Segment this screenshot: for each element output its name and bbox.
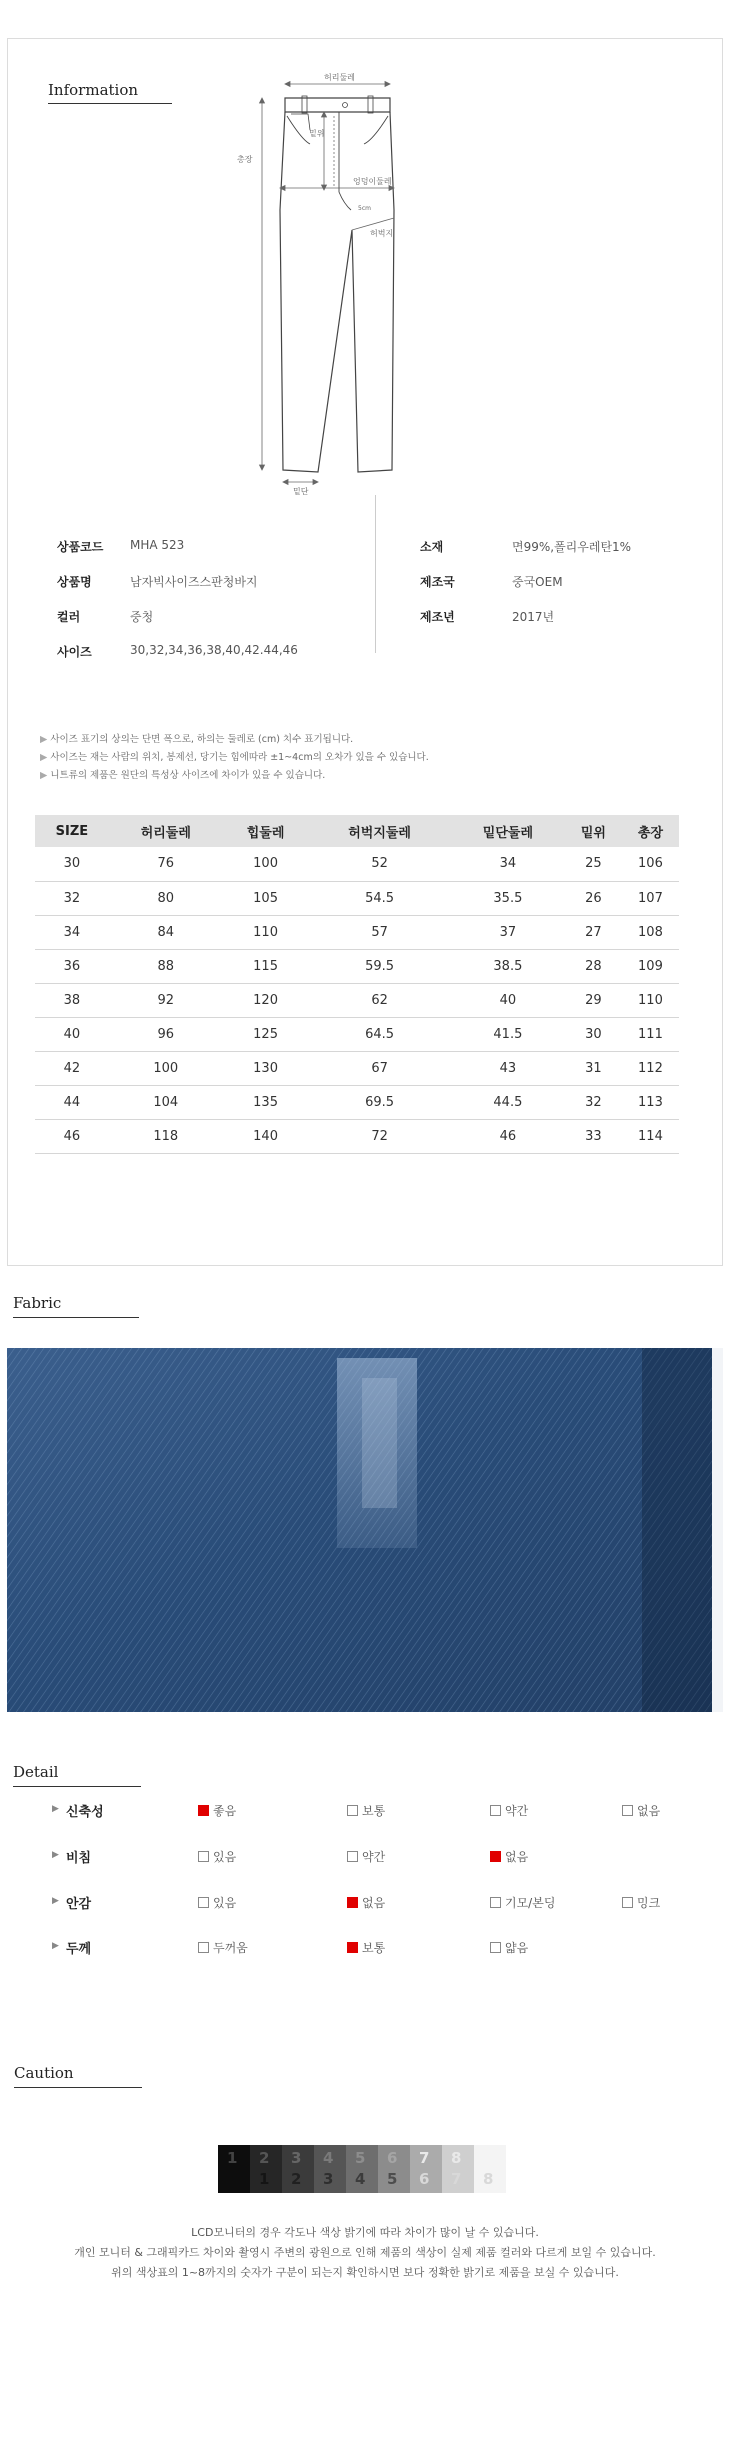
swatch-number-top: 4 <box>323 2149 334 2167</box>
note-bullet-icon: ▶ <box>40 752 48 763</box>
size-table-cell: 52 <box>308 847 451 881</box>
size-table-cell: 110 <box>223 915 309 949</box>
diagram-length-label: 총장 <box>237 155 253 164</box>
size-table-header-cell: 허리둘레 <box>109 815 223 847</box>
size-table-row <box>35 983 679 1017</box>
size-table-cell: 44 <box>35 1085 109 1119</box>
spec-value-size: 30,32,34,36,38,40,42.44,46 <box>130 643 298 657</box>
fabric-denim-image <box>7 1348 723 1712</box>
size-table-cell: 67 <box>308 1051 451 1085</box>
size-table-cell: 140 <box>223 1119 309 1153</box>
swatch-number-bottom: 4 <box>355 2170 366 2188</box>
swatch-number-top: 2 <box>259 2149 270 2167</box>
size-table-header-cell: 밑위 <box>565 815 622 847</box>
size-table-cell: 115 <box>223 949 309 983</box>
unchecked-box-icon <box>490 1805 501 1816</box>
size-table-cell: 38 <box>35 983 109 1017</box>
size-table-cell: 54.5 <box>308 881 451 915</box>
size-table-row <box>35 915 679 949</box>
caution-title: Caution <box>14 2064 74 2082</box>
size-table-cell: 80 <box>109 881 223 915</box>
diagram-rise-label: 밑위 <box>309 129 325 138</box>
detail-option <box>347 1939 385 1956</box>
size-table-cell: 118 <box>109 1119 223 1153</box>
size-table-cell: 35.5 <box>451 881 565 915</box>
detail-option <box>490 1939 528 1956</box>
brightness-swatch <box>346 2145 378 2193</box>
detail-row-label: 신축성 <box>66 1805 104 1820</box>
size-table-cell: 111 <box>622 1017 679 1051</box>
size-table-cell: 105 <box>223 881 309 915</box>
size-table-cell: 26 <box>565 881 622 915</box>
unchecked-box-icon <box>622 1897 633 1908</box>
caution-title-underline <box>14 2087 142 2088</box>
size-note: ▶ 사이즈 표기의 상의는 단면 폭으로, 하의는 둘레로 (cm) 치수 표기됩니다. <box>40 734 354 745</box>
unchecked-box-icon <box>622 1805 633 1816</box>
size-table-cell: 104 <box>109 1085 223 1119</box>
pants-size-diagram <box>237 70 500 496</box>
size-table-cell: 33 <box>565 1119 622 1153</box>
size-table-cell: 135 <box>223 1085 309 1119</box>
detail-option-text: 보통 <box>362 1804 386 1818</box>
size-table-row <box>35 847 679 881</box>
detail-row-label: 안감 <box>66 1897 92 1912</box>
brightness-swatch <box>218 2145 250 2193</box>
size-table-row <box>35 1085 679 1119</box>
size-table-row <box>35 1119 679 1153</box>
detail-row-label: 비침 <box>66 1851 92 1866</box>
size-table-cell: 30 <box>35 847 109 881</box>
checked-box-icon <box>198 1805 209 1816</box>
brightness-swatch <box>442 2145 474 2193</box>
fabric-title-underline <box>13 1317 139 1318</box>
detail-option <box>622 1894 660 1911</box>
detail-option-text: 있음 <box>213 1850 237 1864</box>
detail-option <box>347 1848 385 1865</box>
diagram-thigh-label: 허벅지 <box>370 229 394 238</box>
unchecked-box-icon <box>347 1805 358 1816</box>
size-table-cell: 32 <box>565 1085 622 1119</box>
size-note: ▶ 니트류의 제품은 원단의 특성상 사이즈에 차이가 있을 수 있습니다. <box>40 770 326 781</box>
detail-option <box>198 1939 248 1956</box>
detail-option <box>490 1894 555 1911</box>
size-table-cell: 25 <box>565 847 622 881</box>
size-table-cell: 120 <box>223 983 309 1017</box>
detail-option <box>198 1848 236 1865</box>
detail-option <box>198 1894 236 1911</box>
brightness-swatch-strip <box>218 2145 506 2193</box>
note-bullet-icon: ▶ <box>40 734 48 745</box>
checked-box-icon <box>347 1942 358 1953</box>
spec-label-country: 제조국 <box>420 575 455 589</box>
swatch-number-top: 3 <box>291 2149 302 2167</box>
size-table-cell: 46 <box>35 1119 109 1153</box>
size-table-cell: 64.5 <box>308 1017 451 1051</box>
brightness-swatch <box>282 2145 314 2193</box>
size-table-row <box>35 949 679 983</box>
size-table-cell: 84 <box>109 915 223 949</box>
detail-option <box>198 1802 236 1819</box>
detail-title-underline <box>13 1786 141 1787</box>
detail-option <box>347 1802 385 1819</box>
swatch-number-bottom: 3 <box>323 2170 334 2188</box>
size-table-cell: 72 <box>308 1119 451 1153</box>
detail-option-text: 보통 <box>362 1941 386 1955</box>
size-table-cell: 106 <box>622 847 679 881</box>
unchecked-box-icon <box>490 1897 501 1908</box>
caution-text-line: 개인 모니터 & 그래픽카드 차이와 촬영시 주변의 광원으로 인해 제품의 색상이 실제 제품 컬러와 다르게 보일 수 있습니다. <box>74 2246 656 2259</box>
detail-option <box>622 1802 660 1819</box>
size-table-header-cell: 허벅지둘레 <box>308 815 451 847</box>
detail-option <box>490 1848 528 1865</box>
size-table-cell: 108 <box>622 915 679 949</box>
size-table-cell: 40 <box>35 1017 109 1051</box>
diagram-hem-label: 밑단 <box>293 487 309 496</box>
spec-value-country: 중국OEM <box>512 575 563 589</box>
detail-option-text: 있음 <box>213 1896 237 1910</box>
size-table-cell: 41.5 <box>451 1017 565 1051</box>
unchecked-box-icon <box>347 1851 358 1862</box>
spec-value-year: 2017년 <box>512 610 555 624</box>
size-table-cell: 27 <box>565 915 622 949</box>
spec-value-material: 면99%,폴리우레탄1% <box>512 540 632 554</box>
size-table-row <box>35 1051 679 1085</box>
unchecked-box-icon <box>198 1897 209 1908</box>
swatch-number-top: 7 <box>419 2149 430 2167</box>
diagram-hip-label: 엉덩이둘레 <box>353 177 392 186</box>
size-table-cell: 34 <box>35 915 109 949</box>
brightness-swatch <box>378 2145 410 2193</box>
note-bullet-icon: ▶ <box>40 770 48 781</box>
caution-text-line: 위의 색상표의 1~8까지의 숫자가 구분이 되는지 확인하시면 보다 정확한 밝기로 제품을 보실 수 있습니다. <box>111 2266 619 2279</box>
size-note: ▶ 사이즈는 재는 사람의 위치, 봉제선, 당기는 힘에따라 ±1~4cm의 오차가 있을 수 있습니다. <box>40 752 429 763</box>
detail-option-text: 기모/본딩 <box>505 1896 556 1910</box>
swatch-number-top: 5 <box>355 2149 366 2167</box>
checked-box-icon <box>490 1851 501 1862</box>
size-table-header-cell: 밑단둘레 <box>451 815 565 847</box>
size-table-cell: 88 <box>109 949 223 983</box>
swatch-number-top: 1 <box>227 2149 238 2167</box>
size-table-cell: 62 <box>308 983 451 1017</box>
size-table-cell: 34 <box>451 847 565 881</box>
size-table-cell: 30 <box>565 1017 622 1051</box>
size-table-cell: 59.5 <box>308 949 451 983</box>
detail-option-text: 좋음 <box>213 1804 237 1818</box>
detail-option-text: 얇음 <box>505 1941 529 1955</box>
size-table-header-cell: 총장 <box>622 815 679 847</box>
brightness-swatch <box>410 2145 442 2193</box>
checked-box-icon <box>347 1897 358 1908</box>
detail-option-text: 두꺼움 <box>213 1941 248 1955</box>
brightness-swatch <box>314 2145 346 2193</box>
size-table-header-cell: SIZE <box>35 815 109 847</box>
size-table-cell: 109 <box>622 949 679 983</box>
detail-option <box>490 1802 528 1819</box>
spec-label-year: 제조년 <box>420 610 455 624</box>
detail-option-text: 없음 <box>362 1896 386 1910</box>
size-table-cell: 46 <box>451 1119 565 1153</box>
spec-divider <box>375 495 376 653</box>
detail-option-text: 약간 <box>505 1804 529 1818</box>
spec-label-color: 컬러 <box>57 610 81 624</box>
size-table-cell: 113 <box>622 1085 679 1119</box>
spec-value-color: 중청 <box>130 610 154 624</box>
swatch-number-bottom: 5 <box>387 2170 398 2188</box>
detail-option-text: 없음 <box>505 1850 529 1864</box>
size-table-cell: 76 <box>109 847 223 881</box>
size-table-cell: 29 <box>565 983 622 1017</box>
size-table-cell: 96 <box>109 1017 223 1051</box>
size-table-cell: 31 <box>565 1051 622 1085</box>
size-table-cell: 110 <box>622 983 679 1017</box>
size-table-cell: 38.5 <box>451 949 565 983</box>
information-title-underline <box>48 103 172 104</box>
size-table-header-cell: 힙둘레 <box>223 815 309 847</box>
size-table-row <box>35 881 679 915</box>
size-table-cell: 32 <box>35 881 109 915</box>
spec-label-code: 상품코드 <box>57 540 104 554</box>
detail-row-arrow-icon: ▶ <box>52 1941 59 1951</box>
swatch-number-bottom: 7 <box>451 2170 462 2188</box>
size-table-row <box>35 1017 679 1051</box>
detail-option-text: 밍크 <box>637 1896 661 1910</box>
swatch-number-bottom: 2 <box>291 2170 302 2188</box>
size-table-cell: 114 <box>622 1119 679 1153</box>
brightness-swatch <box>474 2145 506 2193</box>
swatch-number-bottom: 8 <box>483 2170 494 2188</box>
spec-value-code: MHA 523 <box>130 538 185 552</box>
size-table-cell: 57 <box>308 915 451 949</box>
detail-row-arrow-icon: ▶ <box>52 1850 59 1860</box>
detail-row-arrow-icon: ▶ <box>52 1896 59 1906</box>
size-table-cell: 37 <box>451 915 565 949</box>
size-table-cell: 92 <box>109 983 223 1017</box>
spec-label-size: 사이즈 <box>57 645 92 659</box>
caution-text-line: LCD모니터의 경우 각도나 색상 밝기에 따라 차이가 많이 날 수 있습니다. <box>191 2226 539 2239</box>
detail-row-arrow-icon: ▶ <box>52 1804 59 1814</box>
size-table <box>35 815 679 1154</box>
size-table-cell: 28 <box>565 949 622 983</box>
size-table-cell: 107 <box>622 881 679 915</box>
size-table-cell: 44.5 <box>451 1085 565 1119</box>
brightness-swatch <box>250 2145 282 2193</box>
diagram-waist-label: 허리둘레 <box>324 73 355 82</box>
unchecked-box-icon <box>490 1942 501 1953</box>
size-table-cell: 100 <box>109 1051 223 1085</box>
detail-title: Detail <box>13 1763 59 1781</box>
swatch-number-top: 8 <box>451 2149 462 2167</box>
size-table-cell: 42 <box>35 1051 109 1085</box>
size-table-cell: 69.5 <box>308 1085 451 1119</box>
swatch-number-bottom: 1 <box>259 2170 270 2188</box>
size-table-cell: 43 <box>451 1051 565 1085</box>
swatch-number-bottom: 6 <box>419 2170 430 2188</box>
size-table-cell: 36 <box>35 949 109 983</box>
size-table-cell: 130 <box>223 1051 309 1085</box>
fabric-title: Fabric <box>13 1294 62 1312</box>
diagram-small-label: 5cm <box>358 205 371 212</box>
size-table-cell: 100 <box>223 847 309 881</box>
spec-label-name: 상품명 <box>57 575 92 589</box>
spec-value-name: 남자빅사이즈스판청바지 <box>130 575 258 589</box>
spec-label-material: 소재 <box>420 540 444 554</box>
size-table-header <box>35 815 679 847</box>
size-table-cell: 125 <box>223 1017 309 1051</box>
size-table-cell: 112 <box>622 1051 679 1085</box>
detail-option <box>347 1894 385 1911</box>
detail-row-label: 두께 <box>66 1942 92 1957</box>
size-table-cell: 40 <box>451 983 565 1017</box>
detail-option-text: 약간 <box>362 1850 386 1864</box>
information-title: Information <box>48 81 139 99</box>
unchecked-box-icon <box>198 1942 209 1953</box>
swatch-number-top: 6 <box>387 2149 398 2167</box>
unchecked-box-icon <box>198 1851 209 1862</box>
detail-option-text: 없음 <box>637 1804 661 1818</box>
